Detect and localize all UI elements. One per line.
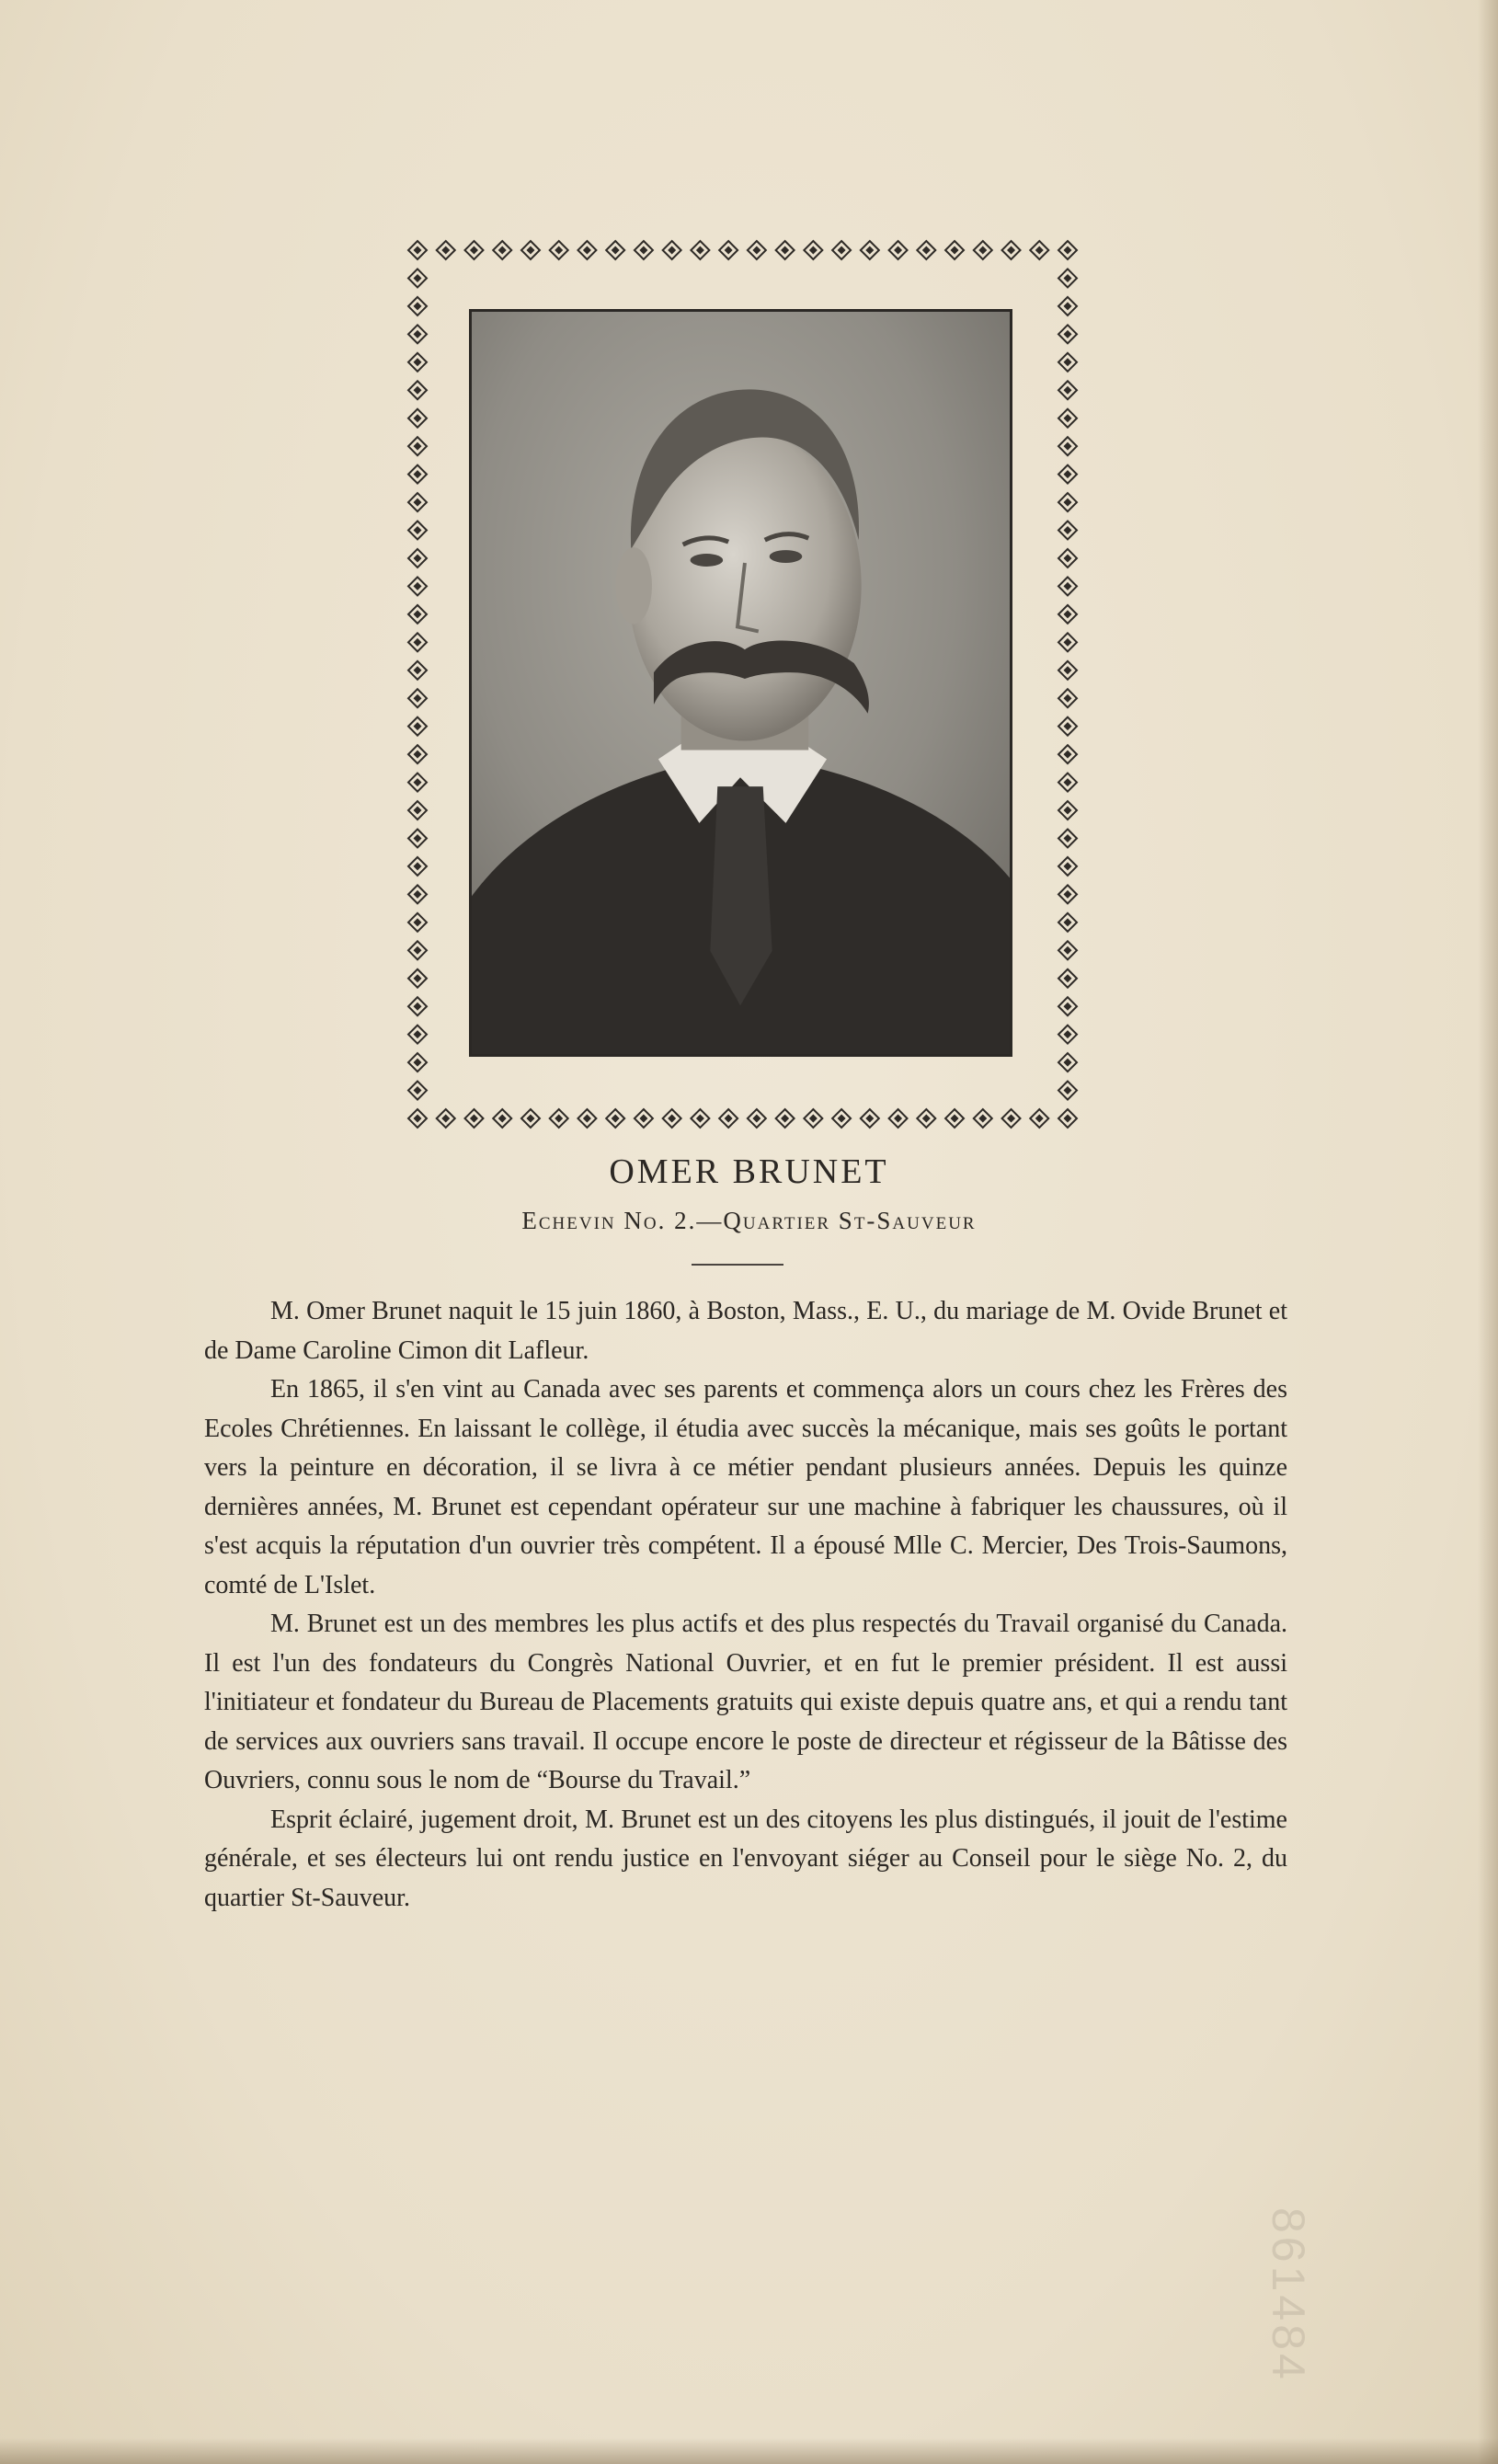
portrait-name: OMER BRUNET [609, 1152, 889, 1191]
border-diamond [832, 241, 851, 259]
border-diamond [945, 1109, 964, 1128]
border-diamond [521, 241, 540, 259]
border-diamond [408, 297, 427, 315]
border-diamond [408, 269, 427, 287]
border-diamond [1058, 745, 1077, 763]
border-diamond [408, 1109, 427, 1128]
border-diamond [1058, 801, 1077, 819]
border-diamond [1058, 1026, 1077, 1044]
border-diamond [974, 1109, 992, 1128]
border-diamond [1058, 661, 1077, 680]
border-diamond [1058, 269, 1077, 287]
border-diamond [719, 241, 738, 259]
border-diamond [606, 1109, 624, 1128]
border-diamond [408, 493, 427, 511]
border-diamond [1058, 829, 1077, 847]
border-diamond [974, 241, 992, 259]
border-diamond [408, 409, 427, 428]
border-diamond [408, 689, 427, 707]
border-diamond [408, 829, 427, 847]
border-diamond [1058, 353, 1077, 372]
portrait-photo [469, 309, 1012, 1057]
border-diamond [663, 241, 681, 259]
border-diamond [1058, 325, 1077, 343]
border-diamond [945, 241, 964, 259]
border-diamond [408, 661, 427, 680]
border-diamond [577, 241, 596, 259]
border-diamond [408, 941, 427, 959]
border-diamond [408, 437, 427, 455]
border-diamond [408, 1053, 427, 1072]
border-diamond [889, 241, 908, 259]
biography-paragraph: M. Brunet est un des membres les plus actifs et des plus respectés du Travail organisé du Canada. Il est l'un des fondateurs du Congrès National Ouvrier, et en fut le premier président. Il est aussi l'initiateur et fondateur du Bureau de Placements gratuits qui existe depuis quatre ans, et qui a rendu tant de services aux ouvriers sans travail. Il occupe encore le poste de directeur et régisseur de la Bâtisse des Ouvriers, connu sous le nom de “Bourse du Travail.” [204, 1610, 1287, 1794]
border-diamond [550, 1109, 568, 1128]
border-diamond [408, 241, 427, 259]
border-diamond [1058, 941, 1077, 959]
border-diamond [663, 1109, 681, 1128]
border-diamond [408, 381, 427, 399]
border-diamond [1058, 1053, 1077, 1072]
border-diamond [464, 1109, 483, 1128]
border-diamond [1058, 381, 1077, 399]
border-diamond [606, 241, 624, 259]
border-diamond [691, 241, 709, 259]
border-diamond [408, 549, 427, 567]
border-diamond [1030, 241, 1048, 259]
border-diamond [804, 241, 822, 259]
border-diamond [719, 1109, 738, 1128]
border-diamond [408, 774, 427, 792]
border-diamond [804, 1109, 822, 1128]
border-diamond [1058, 774, 1077, 792]
border-diamond [1058, 633, 1077, 651]
border-diamond [917, 1109, 935, 1128]
border-diamond [408, 969, 427, 988]
biography-text [204, 1292, 1287, 1918]
border-diamond [1058, 297, 1077, 315]
biography-paragraph: Esprit éclairé, jugement droit, M. Brunet est un des citoyens les plus distingués, il jouit de l'estime générale, et ses électeurs lui ont rendu justice en l'envoyant siéger au Conseil pour le siège No. 2, du quartier St-Sauveur. [204, 1805, 1287, 1912]
border-diamond [1058, 437, 1077, 455]
border-diamond [408, 745, 427, 763]
border-diamond [776, 241, 795, 259]
border-diamond [1058, 577, 1077, 595]
border-diamond [408, 325, 427, 343]
border-diamond [1002, 1109, 1021, 1128]
border-diamond [550, 241, 568, 259]
border-diamond [464, 241, 483, 259]
border-diamond [917, 241, 935, 259]
border-diamond [577, 1109, 596, 1128]
border-diamond [493, 1109, 511, 1128]
page-bottom-shadow [0, 2438, 1498, 2464]
border-diamond [748, 1109, 766, 1128]
border-diamond [408, 1082, 427, 1100]
border-diamond [1058, 885, 1077, 903]
border-diamond [1058, 549, 1077, 567]
border-diamond [1058, 969, 1077, 988]
border-diamond [691, 1109, 709, 1128]
border-diamond [1058, 1082, 1077, 1100]
border-diamond [408, 717, 427, 736]
border-diamond [1058, 241, 1077, 259]
border-diamond [1058, 493, 1077, 511]
border-diamond [408, 997, 427, 1015]
biography-paragraph: M. Omer Brunet naquit le 15 juin 1860, à Boston, Mass., E. U., du mariage de M. Ovide Brunet et de Dame Caroline Cimon dit Lafleur. [204, 1297, 1287, 1365]
border-diamond [776, 1109, 795, 1128]
border-diamond [437, 1109, 455, 1128]
border-diamond [1058, 465, 1077, 484]
border-diamond [408, 521, 427, 540]
border-diamond [408, 353, 427, 372]
border-diamond [861, 1109, 879, 1128]
border-diamond [1058, 997, 1077, 1015]
border-diamond [861, 241, 879, 259]
border-diamond [1002, 241, 1021, 259]
border-diamond [408, 465, 427, 484]
border-diamond [635, 241, 653, 259]
biography-paragraph: En 1865, il s'en vint au Canada avec ses parents et commença alors un cours chez les Frères des Ecoles Chrétiennes. En laissant le collège, il étudia avec succès la mécanique, mais ses goûts le portant vers la peinture en décoration, il se livra à ce métier pendant plusieurs années. Depuis les quinze dernières années, M. Brunet est cependant opérateur sur une machine à fabriquer les chaussures, où il s'est acquis la réputation d'un ouvrier très compétent. Il a épousé Mlle C. Mercier, Des Trois-Saumons, comté de L'Islet. [204, 1375, 1287, 1599]
portrait-title: Echevin No. 2.—Quartier St-Sauveur [521, 1207, 977, 1234]
border-diamond [748, 241, 766, 259]
border-diamond [1058, 409, 1077, 428]
border-diamond [408, 801, 427, 819]
border-diamond [889, 1109, 908, 1128]
border-diamond [493, 241, 511, 259]
border-diamond [1058, 1109, 1077, 1128]
border-diamond [1058, 913, 1077, 932]
border-diamond [1058, 689, 1077, 707]
border-diamond [408, 605, 427, 624]
border-diamond [1058, 857, 1077, 876]
border-diamond [408, 577, 427, 595]
border-diamond [1030, 1109, 1048, 1128]
border-diamond [1058, 521, 1077, 540]
border-diamond [1058, 605, 1077, 624]
border-diamond [408, 857, 427, 876]
border-diamond [1058, 717, 1077, 736]
border-diamond [635, 1109, 653, 1128]
border-diamond [832, 1109, 851, 1128]
border-diamond [437, 241, 455, 259]
border-diamond [521, 1109, 540, 1128]
library-stamp: 861484 [1263, 2207, 1314, 2383]
border-diamond [408, 913, 427, 932]
border-diamond [408, 885, 427, 903]
border-diamond [408, 1026, 427, 1044]
divider-rule [692, 1264, 783, 1266]
border-diamond [408, 633, 427, 651]
